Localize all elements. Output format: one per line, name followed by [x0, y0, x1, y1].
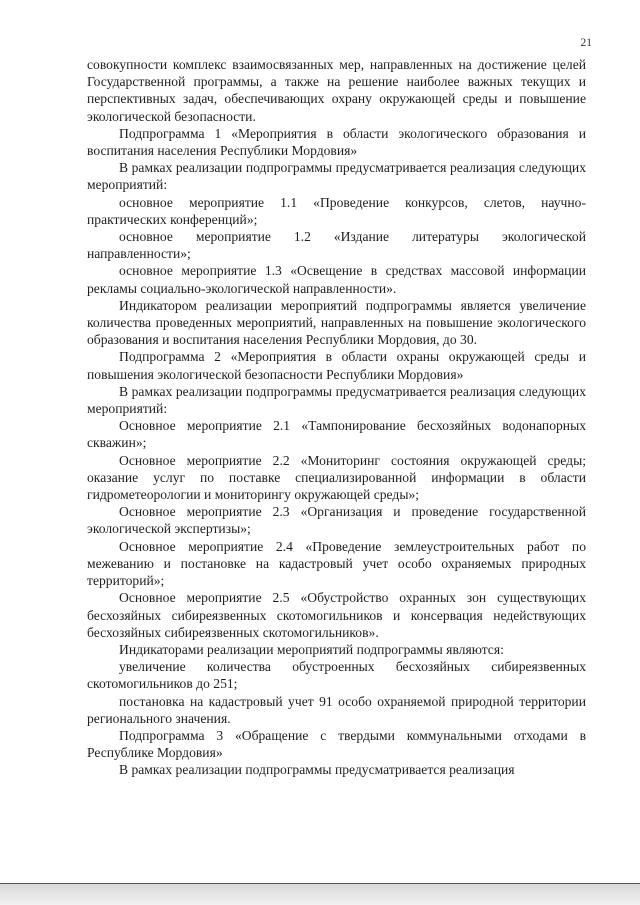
paragraph: В рамках реализации подпрограммы предусматривается реализация следующих мероприятий:: [87, 383, 586, 417]
list-item: Основное мероприятие 2.1 «Тампонирование бесхозяйных водонапорных скважин»;: [87, 418, 586, 451]
list-item: Основное мероприятие 2.4 «Проведение землеустроительных работ по межеванию и постановке на кадастровый учет особо охраняемых природных территорий»;: [87, 538, 586, 589]
list-item: Основное мероприятие 2.2 «Мониторинг состояния окружающей среды; оказание услуг по поставке специализированной информации в области гидрометеорологии и мониторингу окружающей среды»;: [87, 452, 586, 503]
page-number: 21: [580, 37, 592, 49]
paragraph: совокупности комплекс взаимосвязанных мер, направленных на достижение целей Государственной программы, а также на решение наиболее важных текущих и перспективных задач, обеспечивающих охрану окружающей среды и повышение экологической безопасности.: [87, 57, 586, 124]
paragraph: Индикаторами реализации мероприятий подпрограммы являются:: [119, 641, 504, 657]
scan-edge-shade: [0, 884, 640, 905]
list-item: основное мероприятие 1.3 «Освещение в средствах массовой информации рекламы социально-экологической направленности».: [87, 263, 586, 296]
paragraph: В рамках реализации подпрограммы предусматривается реализация: [119, 762, 515, 778]
paragraph: В рамках реализации подпрограммы предусматривается реализация следующих мероприятий:: [87, 160, 586, 193]
subprogram-1-heading: Подпрограмма 1 «Мероприятия в области экологического образования и воспитания населения Республики Мордовия»: [87, 125, 586, 159]
list-item: Основное мероприятие 2.3 «Организация и проведение государственной экологической экспертизы»;: [87, 504, 586, 537]
list-item: увеличение количества обустроенных бесхозяйных сибиреязвенных скотомогильников до 251;: [87, 659, 586, 692]
list-item: постановка на кадастровый учет 91 особо охраняемой природной территории регионального значения.: [87, 693, 586, 726]
list-item: Основное мероприятие 2.5 «Обустройство охранных зон существующих бесхозяйных сибиреязвенных скотомогильников и консервация недействующих бесхозяйных сибиреязвенных скотомогильников».: [87, 590, 586, 640]
subprogram-2-heading: Подпрограмма 2 «Мероприятия в области охраны окружающей среды и повышения экологической безопасности Республики Мордовия»: [87, 349, 586, 382]
list-item: основное мероприятие 1.1 «Проведение конкурсов, слетов, научно-практических конференций»;: [87, 194, 586, 227]
document-body: [87, 56, 586, 779]
subprogram-3-heading: Подпрограмма 3 «Обращение с твердыми коммунальными отходами в Республике Мордовия»: [87, 727, 586, 761]
paragraph: Индикатором реализации мероприятий подпрограммы является увеличение количества проведенных мероприятий, направленных на повышение экологического образования и воспитания населения Республики Мордовия, до 30.: [87, 297, 586, 348]
list-item: основное мероприятие 1.2 «Издание литературы экологической направленности»;: [87, 229, 586, 262]
